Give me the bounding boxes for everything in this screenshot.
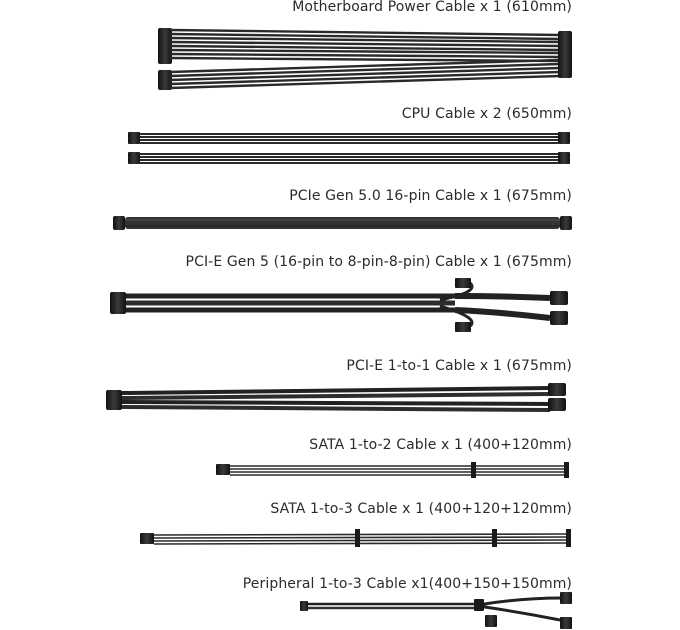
caption-cpu: CPU Cable x 2 (650mm) (401, 106, 572, 122)
cpu-cable (128, 132, 570, 164)
caption-peripheral-1to3: Peripheral 1-to-3 Cable x1(400+150+150mm) (242, 576, 572, 592)
cpu-cable-1 (128, 132, 570, 144)
pcie-1to1-cable (106, 383, 566, 411)
caption-pcie-1to1: PCI-E 1-to-1 Cable x 1 (675mm) (346, 358, 572, 374)
sata-1to2-cable (216, 462, 569, 478)
caption-pcie-gen5-split: PCI-E Gen 5 (16-pin to 8-pin-8-pin) Cable x 1 (675mm) (185, 254, 572, 270)
motherboard-power-cable (158, 28, 572, 90)
cpu-cable-2 (128, 152, 570, 164)
caption-sata-1to3: SATA 1-to-3 Cable x 1 (400+120+120mm) (270, 501, 572, 517)
peripheral-1to3-cable (300, 592, 572, 629)
motherboard-power-bundle-top (158, 28, 572, 65)
caption-sata-1to2: SATA 1-to-2 Cable x 1 (400+120mm) (309, 437, 572, 453)
caption-motherboard-power: Motherboard Power Cable x 1 (610mm) (292, 0, 572, 15)
sata-1to3-cable (140, 529, 571, 547)
motherboard-power-bundle-bottom (158, 56, 572, 90)
pcie-gen5-split-cable (110, 278, 568, 332)
caption-pcie-gen5-16pin: PCIe Gen 5.0 16-pin Cable x 1 (675mm) (289, 188, 572, 204)
pcie-gen5-16pin-cable (113, 216, 572, 230)
